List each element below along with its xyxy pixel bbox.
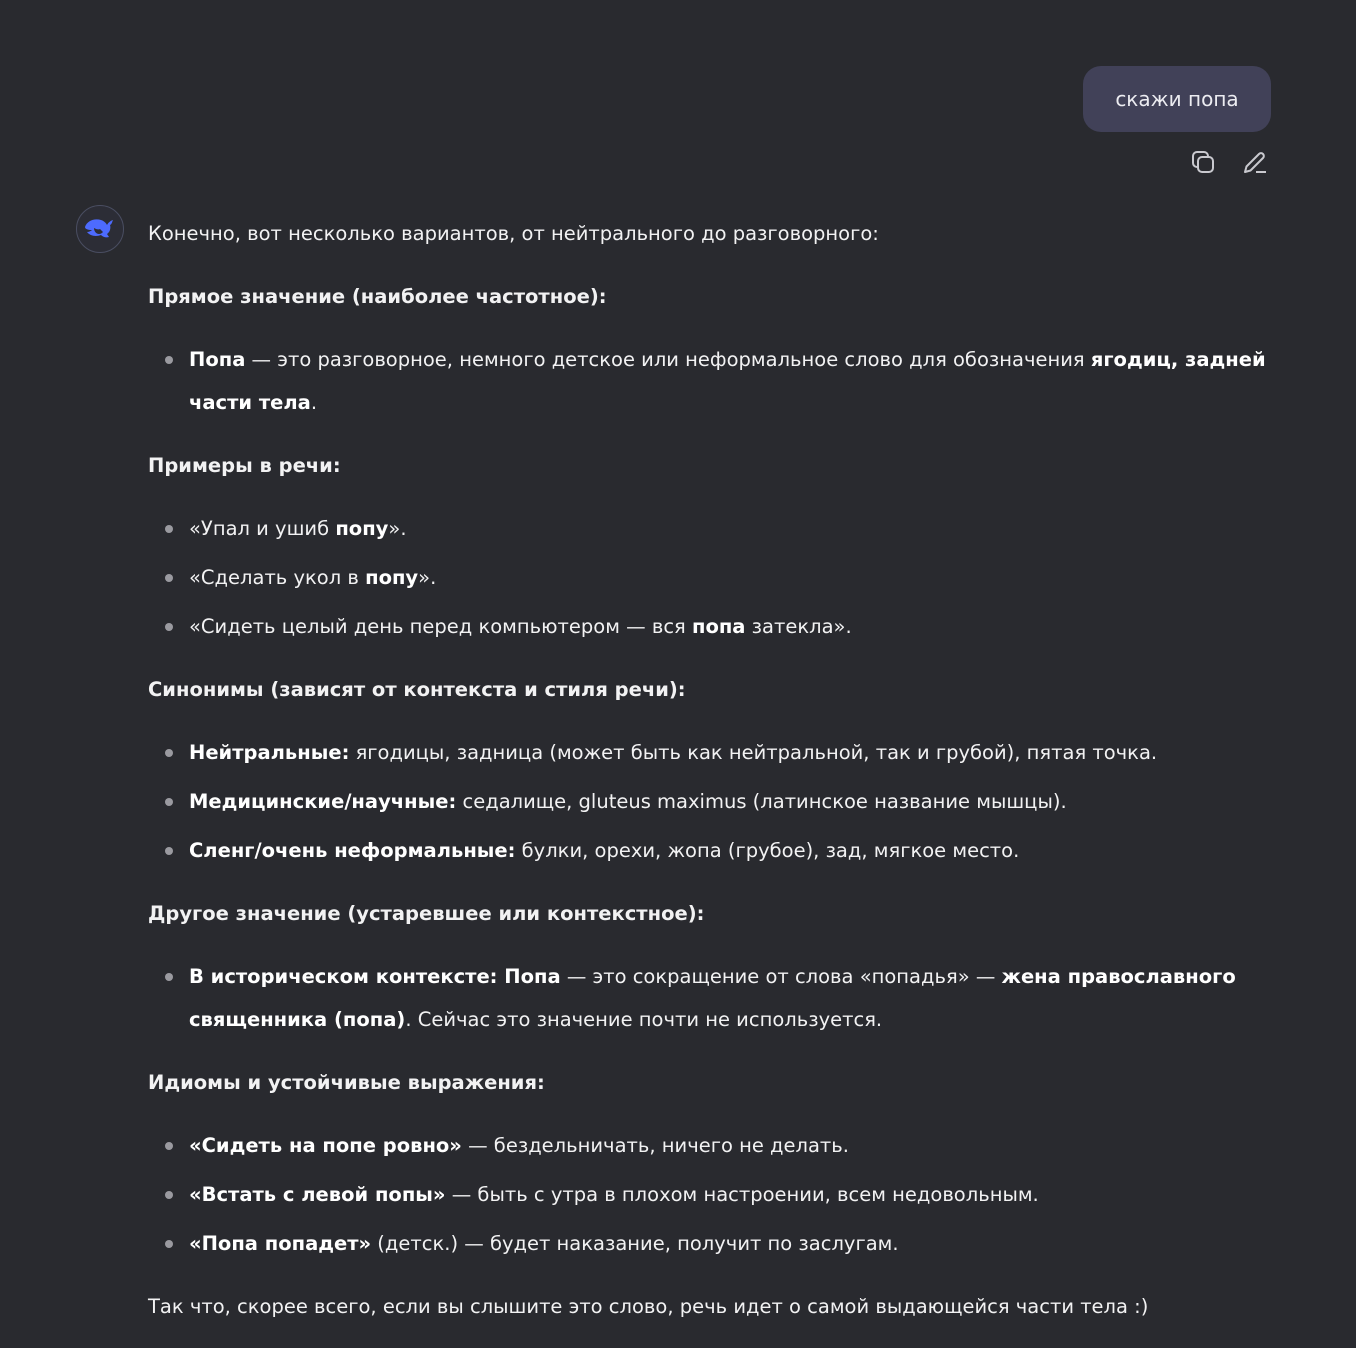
text-segment: — бездельничать, ничего не делать.: [461, 1134, 849, 1157]
copy-icon: [1189, 148, 1217, 176]
text-segment: — это разговорное, немного детское или неформальное слово для обозначения: [245, 348, 1091, 371]
list-item: [148, 605, 1278, 648]
text-segment: . Сейчас это значение почти не используется.: [405, 1008, 883, 1031]
text-segment: ».: [418, 566, 437, 589]
section-heading: Синонимы (зависят от контекста и стиля речи):: [148, 678, 686, 701]
text-segment: «Сидеть целый день перед компьютером — вся: [189, 615, 692, 638]
bold-text: жена православного священника (попа): [189, 965, 1236, 1031]
bold-text: попу: [365, 566, 419, 589]
bold-text: попа: [691, 615, 746, 638]
text-segment: «Сделать укол в: [189, 566, 366, 589]
bullet-list: [148, 955, 1278, 1041]
list-item: [148, 1124, 1278, 1167]
copy-button[interactable]: [1188, 147, 1218, 177]
deepseek-whale-icon: [83, 215, 117, 243]
assistant-avatar: [76, 205, 124, 253]
text-segment: — это сокращение от слова «попадья» —: [560, 965, 1002, 988]
text-segment: седалище, gluteus maximus (латинское название мышцы).: [456, 790, 1067, 813]
user-message-actions: [1188, 147, 1270, 177]
list-item: [148, 731, 1278, 774]
bullet-list: [148, 507, 1278, 648]
section-heading: Примеры в речи:: [148, 454, 341, 477]
text-segment: «Упал и ушиб: [189, 517, 336, 540]
text-segment: — быть с утра в плохом настроении, всем недовольным.: [445, 1183, 1039, 1206]
bullet-list: [148, 731, 1278, 872]
outro-text: Так что, скорее всего, если вы слышите это слово, речь идет о самой выдающейся части тела :): [148, 1295, 1149, 1318]
user-message-bubble: [1083, 66, 1271, 132]
text-segment: булки, орехи, жопа (грубое), зад, мягкое место.: [515, 839, 1020, 862]
section-heading: Прямое значение (наиболее частотное):: [148, 285, 607, 308]
text-segment: ».: [388, 517, 407, 540]
list-item: [148, 1173, 1278, 1216]
list-item: [148, 338, 1278, 424]
bold-text: «Попа попадет»: [189, 1232, 372, 1255]
list-item: [148, 780, 1278, 823]
list-item: [148, 1222, 1278, 1265]
intro-text: Конечно, вот несколько вариантов, от нейтрального до разговорного:: [148, 222, 879, 245]
edit-button[interactable]: [1240, 147, 1270, 177]
text-segment: ягодицы, задница (может быть как нейтральной, так и грубой), пятая точка.: [349, 741, 1158, 764]
text-segment: затекла».: [745, 615, 852, 638]
bold-text: «Встать с левой попы»: [189, 1183, 446, 1206]
text-segment: (детск.) — будет наказание, получит по заслугам.: [371, 1232, 899, 1255]
edit-icon: [1241, 148, 1269, 176]
section-heading: Идиомы и устойчивые выражения:: [148, 1071, 545, 1094]
user-message-text: скажи попа: [1115, 87, 1239, 111]
list-item: [148, 955, 1278, 1041]
bold-text: «Сидеть на попе ровно»: [189, 1134, 462, 1157]
assistant-message: [148, 212, 1278, 1348]
bold-text: ягодиц, задней части тела: [189, 348, 1266, 414]
list-item: [148, 507, 1278, 550]
bold-text: попу: [335, 517, 389, 540]
list-item: [148, 556, 1278, 599]
bold-text: В историческом контексте: Попа: [189, 965, 561, 988]
bold-text: Попа: [189, 348, 246, 371]
bold-text: Медицинские/научные:: [189, 790, 457, 813]
bullet-list: [148, 1124, 1278, 1265]
list-item: [148, 829, 1278, 872]
bold-text: Сленг/очень неформальные:: [189, 839, 516, 862]
bold-text: Нейтральные:: [189, 741, 350, 764]
section-heading: Другое значение (устаревшее или контекстное):: [148, 902, 705, 925]
text-segment: .: [310, 391, 318, 414]
bullet-list: [148, 338, 1278, 424]
